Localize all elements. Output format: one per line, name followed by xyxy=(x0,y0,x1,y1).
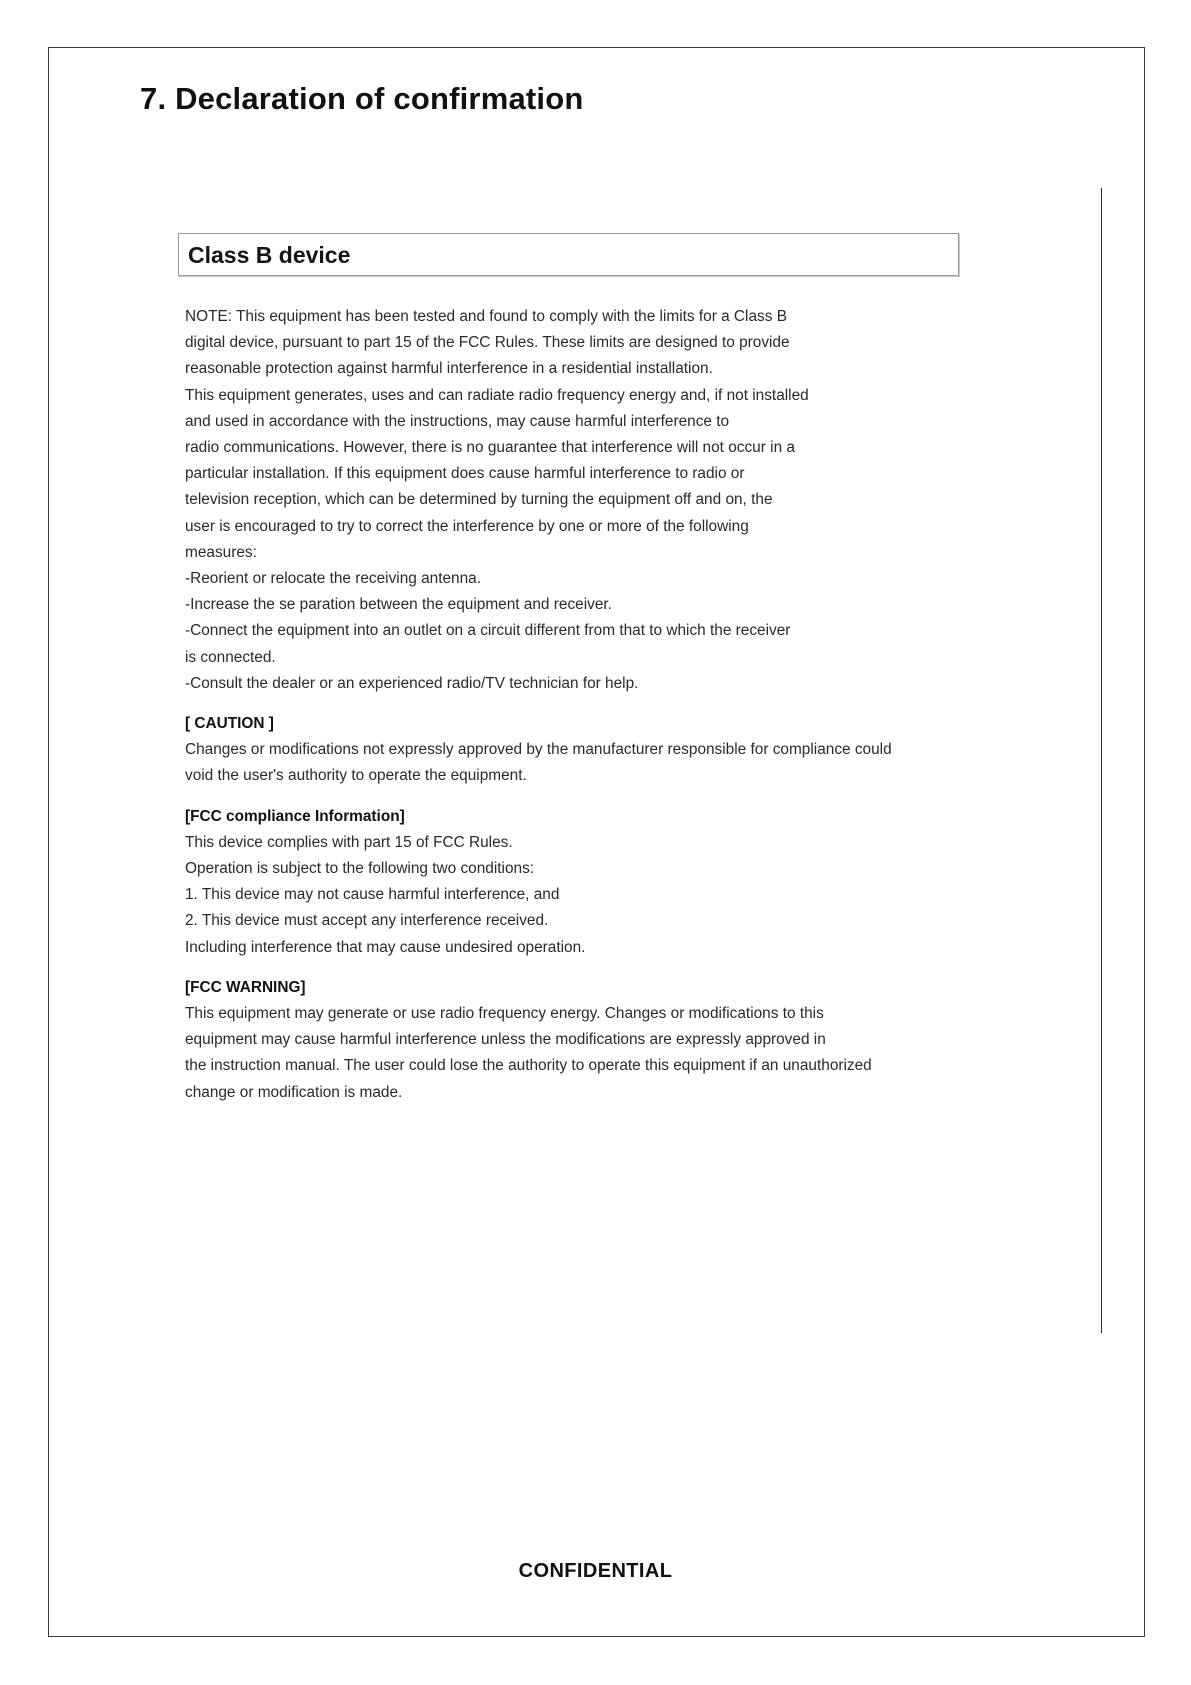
side-rule xyxy=(1101,188,1102,1333)
fcc-compliance-heading: [FCC compliance Information] xyxy=(185,807,405,825)
fcc-compliance-line: This device complies with part 15 of FCC Rules. xyxy=(185,833,513,851)
fcc-warning-line: change or modification is made. xyxy=(185,1083,403,1101)
fcc-compliance-line: Operation is subject to the following two conditions: xyxy=(185,860,535,878)
spacer xyxy=(185,790,975,804)
note-line: -Consult the dealer or an experienced radio/TV technician for help. xyxy=(185,674,639,692)
note-line: measures: xyxy=(185,543,257,561)
fcc-warning-line: the instruction manual. The user could lose the authority to operate this equipment if an unauthorized xyxy=(185,1057,872,1075)
caution-line: void the user's authority to operate the equipment. xyxy=(185,767,527,785)
note-line: is connected. xyxy=(185,648,276,666)
note-line: particular installation. If this equipment does cause harmful interference to radio or xyxy=(185,465,745,483)
note-line: television reception, which can be determined by turning the equipment off and on, the xyxy=(185,491,773,509)
note-line: digital device, pursuant to part 15 of the FCC Rules. These limits are designed to provide xyxy=(185,334,790,352)
spacer xyxy=(185,961,975,975)
fcc-compliance-line: 2. This device must accept any interference received. xyxy=(185,912,549,930)
fcc-compliance-line: 1. This device may not cause harmful interference, and xyxy=(185,886,560,904)
section-heading: Class B device xyxy=(188,242,351,268)
fcc-warning-block xyxy=(185,975,975,1106)
section-heading-box xyxy=(178,233,959,276)
fcc-warning-paragraph xyxy=(185,1001,975,1106)
fcc-compliance-line: Including interference that may cause undesired operation. xyxy=(185,938,586,956)
caution-line: Changes or modifications not expressly approved by the manufacturer responsible for compliance could xyxy=(185,741,892,759)
fcc-warning-line: This equipment may generate or use radio frequency energy. Changes or modifications to this xyxy=(185,1005,824,1023)
page-title: 7. Declaration of confirmation xyxy=(140,81,584,116)
caution-heading: [ CAUTION ] xyxy=(185,715,274,733)
note-paragraph xyxy=(185,304,975,697)
fcc-warning-heading: [FCC WARNING] xyxy=(185,978,306,996)
note-line: -Connect the equipment into an outlet on a circuit different from that to which the receiver xyxy=(185,622,791,640)
note-line: user is encouraged to try to correct the interference by one or more of the following xyxy=(185,517,749,535)
document-body xyxy=(185,304,975,1106)
note-line: radio communications. However, there is no guarantee that interference will not occur in a xyxy=(185,439,795,457)
fcc-compliance-paragraph xyxy=(185,830,975,961)
note-line: This equipment generates, uses and can radiate radio frequency energy and, if not installed xyxy=(185,386,809,404)
note-line: reasonable protection against harmful interference in a residential installation. xyxy=(185,360,713,378)
note-line: -Reorient or relocate the receiving antenna. xyxy=(185,570,482,588)
note-line: NOTE: This equipment has been tested and found to comply with the limits for a Class B xyxy=(185,308,787,325)
fcc-compliance-block xyxy=(185,804,975,961)
caution-block xyxy=(185,711,975,790)
note-line: -Increase the se paration between the equipment and receiver. xyxy=(185,596,612,614)
confidential-footer: CONFIDENTIAL xyxy=(518,1560,673,1582)
note-line: and used in accordance with the instructions, may cause harmful interference to xyxy=(185,412,730,430)
caution-paragraph xyxy=(185,737,975,789)
fcc-warning-line: equipment may cause harmful interference unless the modifications are expressly approved in xyxy=(185,1031,826,1049)
spacer xyxy=(185,697,975,711)
